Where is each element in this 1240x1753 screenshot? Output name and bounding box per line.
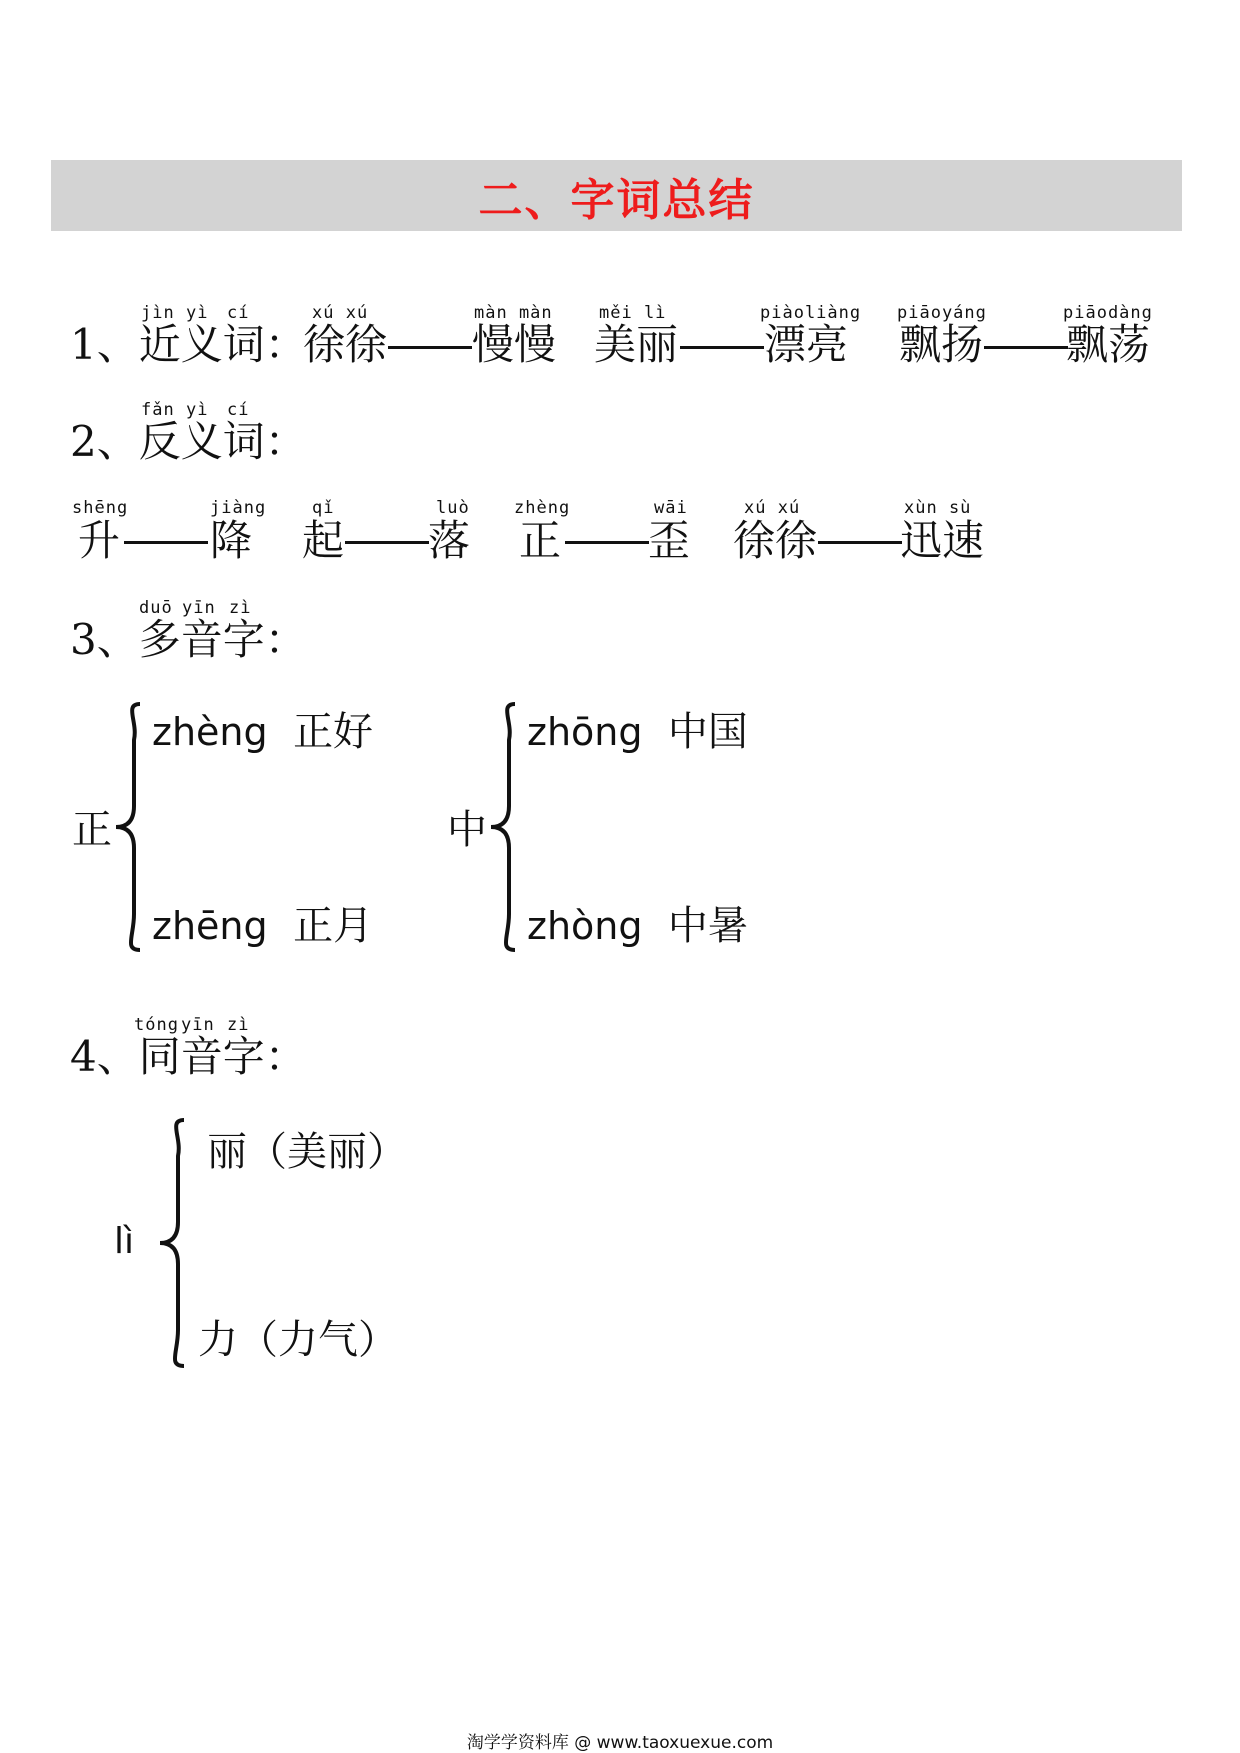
synonym-2-dash [680,346,764,349]
homophones-label: 4、同音字： [70,1032,307,1081]
homophones-label-pinyin-3: zì [227,1015,250,1035]
synonym-3-right: 飘荡 [1066,320,1151,369]
antonyms-label: 2、反义词： [70,417,307,466]
synonyms-label-pinyin-3: cí [227,303,250,323]
polyphone-1-char: 正 [72,807,112,853]
polyphone-2-char: 中 [447,807,487,853]
homophone-item-2: 力（力气） [198,1317,398,1363]
polyphone-2-reading-2-pinyin: zhòng [527,904,643,948]
antonym-2-right-pinyin: luò [436,498,470,518]
synonym-1-right-pinyin: màn màn [474,303,553,323]
antonym-3-left: 正 [519,516,562,565]
synonym-1-left: 徐徐 [303,320,388,369]
antonym-3-dash [565,541,649,544]
antonym-1-left: 升 [78,516,121,565]
antonym-2-left-pinyin: qǐ [312,498,335,518]
antonym-3-right-pinyin: wāi [654,498,688,518]
polyphone-1-reading-1 [152,709,374,755]
synonym-3-left-pinyin: piāoyáng [897,303,987,323]
antonym-4-right-pinyin: xùn sù [904,498,972,518]
section-banner [51,160,1182,231]
antonym-3-right: 歪 [648,516,691,565]
homophone-brace [152,1116,192,1370]
homophone-sound: lì [114,1221,135,1262]
homophone-item-1: 丽（美丽） [207,1129,407,1175]
antonyms-label-pinyin-3: cí [227,400,250,420]
antonym-1-right-pinyin: jiàng [210,498,267,518]
synonyms-label-pinyin-1: jìn [141,303,175,323]
footer-watermark: 淘学学资料库 @ www.taoxuexue.com [466,1733,774,1753]
antonym-4-right: 迅速 [900,516,985,565]
synonym-2-right-pinyin: piàoliàng [760,303,862,323]
synonym-2-left: 美丽 [594,320,679,369]
homophones-label-pinyin-2: yīn [181,1015,215,1035]
polyphone-2-reading-2-word: 中暑 [667,903,748,949]
antonyms-label-pinyin-2: yì [186,400,209,420]
synonym-3-left: 飘扬 [899,320,984,369]
synonym-1-dash [388,346,472,349]
antonym-1-right: 降 [210,516,253,565]
polyphone-1-reading-2 [152,903,374,949]
antonym-1-left-pinyin: shēng [72,498,129,518]
antonym-2-right: 落 [428,516,471,565]
polyphone-1-reading-1-word: 正好 [293,709,374,755]
synonyms-label: 1、近义词： [70,320,307,369]
synonym-1-right: 慢慢 [472,320,557,369]
polyphone-1-reading-1-pinyin: zhèng [152,710,268,754]
polyphone-2-reading-1-word: 中国 [667,709,748,755]
antonyms-label-pinyin-1: fǎn [141,400,175,420]
polyphones-label-pinyin-3: zì [229,598,252,618]
synonym-1-left-pinyin: xú xú [312,303,369,323]
polyphone-2-brace [483,700,523,954]
polyphones-label-pinyin-1: duō [139,598,173,618]
antonym-4-left-pinyin: xú xú [744,498,801,518]
antonym-1-dash [124,541,208,544]
antonym-2-dash [345,541,429,544]
polyphone-1-brace [108,700,148,954]
section-title: 二、字词总结 [478,174,755,226]
polyphone-1-reading-2-pinyin: zhēng [152,904,268,948]
polyphones-label-pinyin-2: yīn [182,598,216,618]
polyphone-2-reading-1 [527,709,748,755]
polyphones-label: 3、多音字： [70,615,307,664]
polyphone-2-reading-1-pinyin: zhōng [527,710,643,754]
antonym-2-left: 起 [302,516,345,565]
polyphone-1-reading-2-word: 正月 [293,903,374,949]
antonym-3-left-pinyin: zhèng [514,498,571,518]
synonyms-label-pinyin-2: yì [186,303,209,323]
antonym-4-left: 徐徐 [733,516,818,565]
polyphone-2-reading-2 [527,903,748,949]
homophones-label-pinyin-1: tóng [134,1015,179,1035]
synonym-2-left-pinyin: měi lì [599,303,667,323]
antonym-4-dash [818,541,902,544]
synonym-3-dash [984,346,1068,349]
synonym-3-right-pinyin: piāodàng [1063,303,1153,323]
synonym-2-right: 漂亮 [764,320,849,369]
